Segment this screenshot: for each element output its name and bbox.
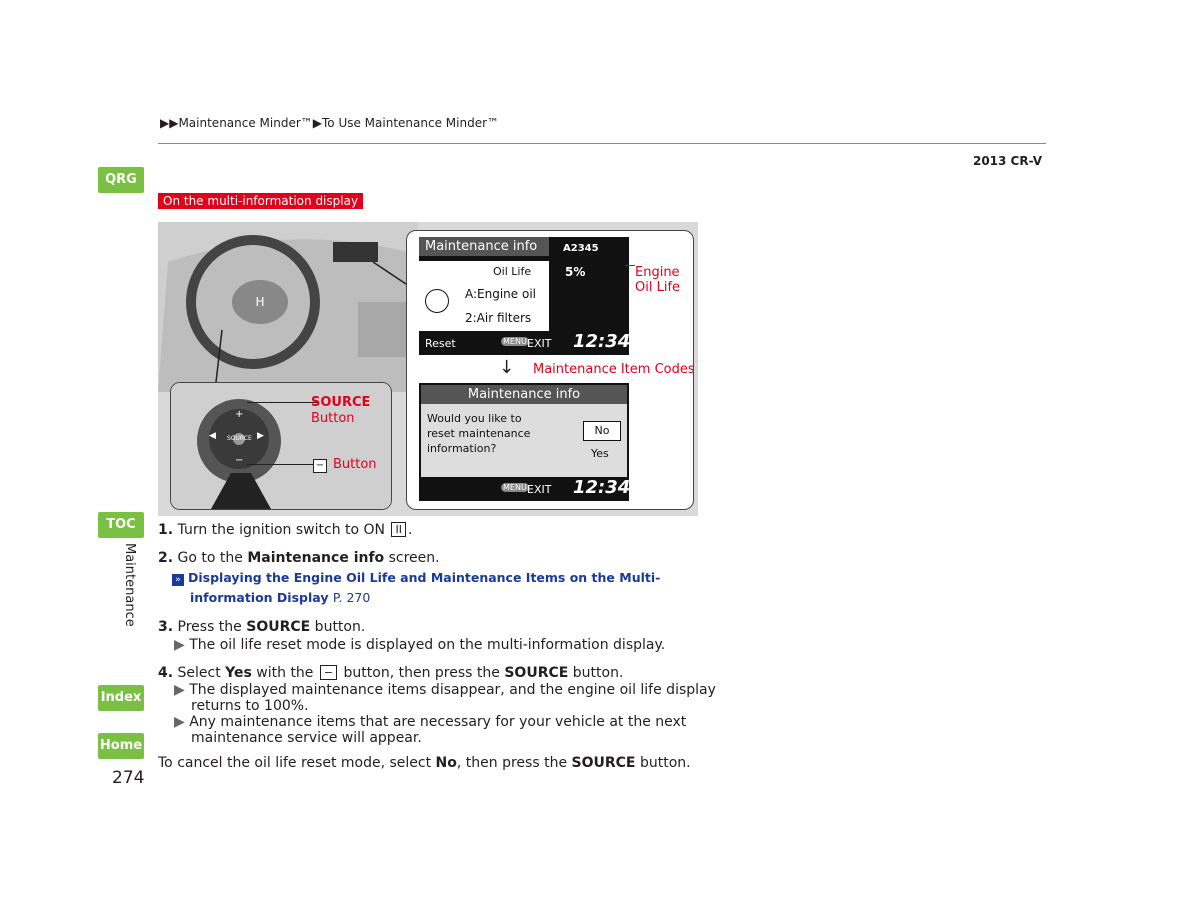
minus-key-icon: − <box>313 459 327 473</box>
screen1-item1: A:Engine oil <box>465 287 536 301</box>
source-callout-sub: Button <box>311 411 355 426</box>
screen1-menu: MENU <box>503 337 527 346</box>
screen1-oil-life-value: 5% <box>565 265 586 279</box>
step-text: button. <box>568 665 624 681</box>
step-4-results <box>158 682 718 746</box>
minus-button-callout: Button <box>333 457 377 472</box>
maintenance-screen-1 <box>419 237 629 355</box>
toc-tab[interactable]: TOC <box>98 512 144 538</box>
screen1-oil-life-label: Oil Life <box>493 265 532 278</box>
screen2-title: Maintenance info <box>421 385 627 404</box>
step-bold: Yes <box>225 665 252 681</box>
ignition-on-key: II <box>391 522 406 537</box>
step-3 <box>158 618 718 654</box>
step-1 <box>158 521 718 539</box>
step-text: . <box>407 522 413 538</box>
step-text: with the <box>251 665 318 681</box>
step-number: 1. <box>158 522 174 538</box>
screens-panel <box>406 230 694 510</box>
screen2-exit: EXIT <box>527 483 552 496</box>
svg-text:H: H <box>255 295 265 309</box>
step-bold: Maintenance info <box>247 550 385 566</box>
step-text: Press the <box>177 619 247 635</box>
note-bold: No <box>435 755 457 771</box>
minus-key: − <box>320 665 337 680</box>
screen1-exit: EXIT <box>527 337 552 350</box>
cancel-note <box>158 754 718 772</box>
figure-illustration <box>158 222 698 516</box>
note-bold: SOURCE <box>571 755 636 771</box>
down-arrow-icon: ↓ <box>499 357 515 378</box>
screen1-dial-icon <box>425 289 449 313</box>
left-arrow-icon: ◀ <box>209 431 216 441</box>
note-text: , then press the <box>456 755 572 771</box>
step-text: Turn the ignition switch to ON <box>177 522 390 538</box>
screen2-menu: MENU <box>503 483 527 492</box>
source-small-label: SOURCE <box>227 435 252 442</box>
step-text: button. <box>310 619 366 635</box>
header-rule <box>158 143 1046 144</box>
step-2 <box>158 549 718 608</box>
section-label: Maintenance <box>122 543 137 627</box>
reference-arrow-icon: » <box>172 574 184 586</box>
note-text: button. <box>635 755 691 771</box>
cross-reference[interactable] <box>158 568 718 608</box>
result-arrow-icon: ▶ <box>174 714 185 730</box>
result-text: The displayed maintenance items disappear, and the engine oil life display returns to 100%. <box>189 682 716 714</box>
engine-oil-life-callout-2: Oil Life <box>635 280 681 295</box>
step-number: 4. <box>158 665 174 681</box>
model-label: 2013 CR-V <box>972 154 1042 168</box>
home-tab[interactable]: Home <box>98 733 144 759</box>
plus-label: + <box>235 409 244 420</box>
oil-life-leader-line <box>625 265 635 266</box>
screen2-yes-option[interactable]: Yes <box>591 447 609 460</box>
screen1-reset: Reset <box>425 337 456 350</box>
index-tab[interactable]: Index <box>98 685 144 711</box>
step-bold: SOURCE <box>504 665 569 681</box>
qrg-tab[interactable]: QRG <box>98 167 144 193</box>
step-text: button, then press the <box>339 665 505 681</box>
screen2-question: Would you like to reset maintenance information? <box>427 412 531 455</box>
right-arrow-icon: ▶ <box>257 431 264 441</box>
step-text: Select <box>177 665 226 681</box>
note-text: To cancel the oil life reset mode, select <box>158 755 436 771</box>
result-arrow-icon: ▶ <box>174 637 185 653</box>
figure-caption: On the multi-information display <box>158 193 363 209</box>
screen1-clock: 12:34 <box>573 331 631 352</box>
step-number: 3. <box>158 619 174 635</box>
screen1-list <box>419 261 549 331</box>
cross-reference-link[interactable]: Displaying the Engine Oil Life and Maintenance Items on the Multi-information Display <box>188 570 661 605</box>
minus-label: − <box>235 455 244 466</box>
screen1-title: Maintenance info <box>419 237 549 256</box>
item-codes-callout: Maintenance Item Codes <box>533 362 695 377</box>
step-3-result <box>158 636 718 654</box>
step-bold: SOURCE <box>246 619 311 635</box>
cross-reference-page[interactable]: P. 270 <box>332 590 371 605</box>
step-4 <box>158 664 718 746</box>
source-leader-line <box>247 402 319 403</box>
source-callout-title: SOURCE <box>311 395 371 410</box>
instruction-steps <box>158 521 718 772</box>
breadcrumb[interactable]: ▶▶Maintenance Minder™▶To Use Maintenance Minder™ <box>160 116 500 130</box>
screen2-body <box>421 385 627 477</box>
screen2-no-option[interactable]: No <box>583 421 621 441</box>
steering-zoom-panel <box>170 382 392 510</box>
step-text: screen. <box>384 550 440 566</box>
result-text: Any maintenance items that are necessary for your vehicle at the next maintenance service will appear. <box>189 714 687 746</box>
screen1-code: A2345 <box>563 243 599 254</box>
step-number: 2. <box>158 550 174 566</box>
engine-oil-life-callout-1: Engine <box>635 265 680 280</box>
screen2-clock: 12:34 <box>573 477 631 498</box>
screen1-item2: 2:Air filters <box>465 311 532 325</box>
step-text: Go to the <box>177 550 248 566</box>
result-text: The oil life reset mode is displayed on the multi-information display. <box>189 637 666 653</box>
maintenance-screen-2 <box>419 383 629 501</box>
result-arrow-icon: ▶ <box>174 682 185 698</box>
page-number: 274 <box>112 768 145 788</box>
